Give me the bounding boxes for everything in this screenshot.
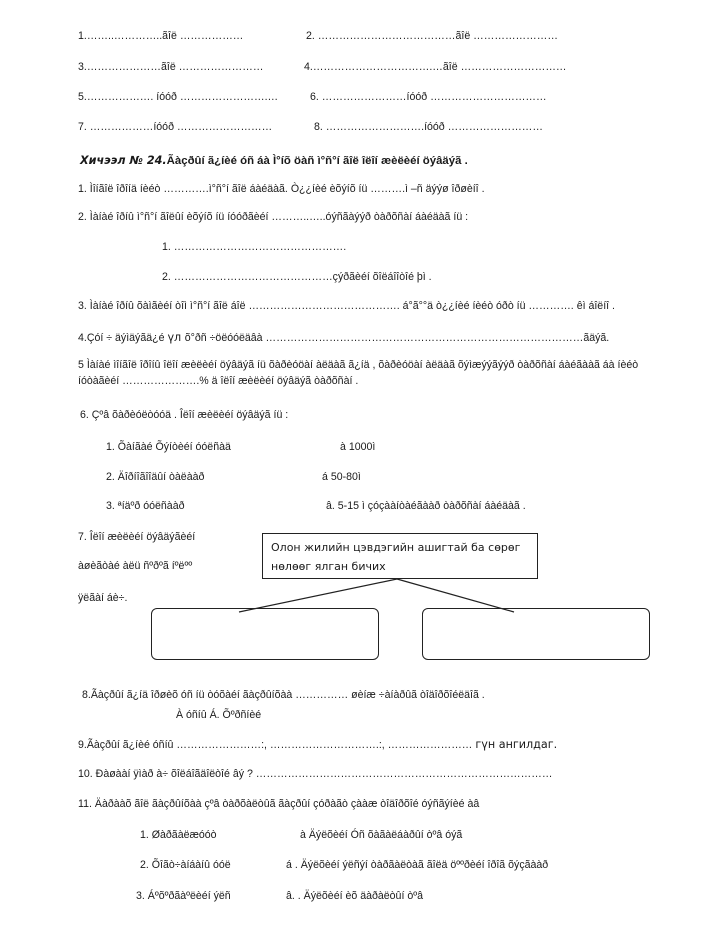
question-6-row-2-left: 2. Äîðíîãîîäûí òàëààð xyxy=(106,471,205,483)
top-row-2-left: 3.…………………ãîë …………………… xyxy=(78,61,264,73)
question-6-row-2-right: á 50-80ì xyxy=(322,471,361,483)
question-8-choices: À óñíû Á. Õºðñíèé xyxy=(176,709,262,721)
top-row-1-right: 2. …………………………………ãîë …………………… xyxy=(306,30,558,42)
question-10: 10. Ðàøààí ÿìàð à÷ õîëáîãäîëòîé âý ? ………………………………………………………………………… xyxy=(78,768,553,780)
question-5: 5 Ìàíàé ìîíãîë îðîíû îëîí æèëèéí öýâäýã íü õàðèóöàí àëäàã ã¿íä , õàðèóöàí àëäàã õýìæýýãýýð òàðõñàí áàéãààã áà íèéò íóòàãèéí ………………….% ä îëîí æèëèéí öýâäýã òàðõñàí . xyxy=(78,359,639,387)
lesson-title-rest: Ãàçðûí ã¿íèé óñ áà Ì°íõ öàñ ì°ñ°í ãîë îëîí æèëèéí öýâäýã . xyxy=(166,155,468,167)
question-6-row-1-left: 1. Õàíãàé Õýíòèéí óóëñàä xyxy=(106,441,231,453)
question-6-row-3-left: 3. ªíäºð óóëñààð xyxy=(106,500,185,512)
question-7-answer-box-left[interactable] xyxy=(151,608,379,660)
question-4-start: 4.Çóí ÷ äýìäýãä¿é xyxy=(78,332,168,344)
question-11-row-1-right: à Äýëõèéí Óñ õàãàëáàðûí òºâ óýã xyxy=(300,829,463,841)
question-6-row-1-right: à 1000ì xyxy=(340,441,376,453)
lesson-title xyxy=(80,154,468,168)
question-11-label: 11. Äàðààõ ãîë ãàçðûíõàà çºâ òàðõàëòûã ãàçðûí çóðàãò çààæ òîäîðõîé óýñãýíèé àâ xyxy=(78,798,480,810)
question-2: 2. Ìàíàé îðíû ì°ñ°í ãîëûí èõýíõ íü íóóðãèéí ………..…..óýñãàýýð òàðõñàí áàéäàã íü : xyxy=(78,211,469,223)
question-11-row-2-right: á . Äýëõèéí ýëñýí òàðãàëòàã ãîëä öººðèéí îðîã õýçãààð xyxy=(286,859,549,871)
question-11-row-3-right: â. . Äýëõèéí èõ äàðàëòûí òºâ xyxy=(286,890,423,902)
top-row-3-right: 6. ……………………íóóð …………………………… xyxy=(310,91,547,103)
question-6-row-3-right: â. 5-15 ì çóçààíòàéãààð òàðõñàí áàéäàã . xyxy=(326,500,526,512)
lesson-title-cyrillic: Хичээл № 24. xyxy=(80,154,167,167)
top-row-4-left: 7. ………………íóóð ……………………… xyxy=(78,121,273,133)
question-7-line-3: ÿëãàí áè÷. xyxy=(78,592,128,604)
question-7-box-line-1: Олон жилийн цэвдэгийн ашигтай ба сөрөг xyxy=(271,541,521,554)
question-11-row-3-left: 3. Áºõºðãàºëèéí ýëñ xyxy=(136,890,231,902)
question-3: 3. Ìàíàé îðíû õàìãèéí òîì ì°ñ°í ãîë áîë ……………………………………. á°ã°°ä ò¿¿íèé íèéò óðò íü …………. êì áîëíî . xyxy=(78,300,615,312)
question-4 xyxy=(78,331,609,345)
question-4-rest: õ°ðñ ÷öëóóëäâà ………………………………………………………………………………ãäýã. xyxy=(184,332,610,344)
top-row-3-left: 5.………………. íóóð …………………….… xyxy=(78,91,279,103)
top-row-4-right: 8. ……………………….íóóð ……………………… xyxy=(314,121,543,133)
question-9-start: 9.Ãàçðûí ã¿íèé óñíû ……………………:, ………………………….:, …………………… xyxy=(78,739,476,751)
question-1: 1. Ìîíãîë îðîíä íèéò ………….ì°ñ°í ãîë áàéäàã. Ò¿¿íèé èõýíõ íü ……….ì –ñ äýýø îðøèíî . xyxy=(78,183,485,195)
question-2-item-2: 2. ………………………………………çýðãèéí õîëáîîòîé þì . xyxy=(162,271,432,283)
top-row-2-right: 4.…………………………….…ãîë ………………………… xyxy=(304,61,567,73)
question-9 xyxy=(78,738,557,752)
question-7-main-box-text xyxy=(271,538,520,576)
question-7-line-2: àøèãòàé àëü ñºðºã íºëºº xyxy=(78,560,193,572)
question-8: 8.Ãàçðûí ã¿íä îðøèõ óñ íü òóõàéí ãàçðûíõàà …………… øèíæ ÷àíàðûã òîäîðõîéëäîã . xyxy=(82,689,485,701)
question-7-box-line-2: нөлөөг ялган бичих xyxy=(271,560,386,573)
question-6-label: 6. Çºâ õàðèóëòóóä . Îëîí æèëèéí öýâäýã íü : xyxy=(80,409,289,421)
question-11-row-1-left: 1. Øàðãàëæóóò xyxy=(140,829,217,841)
question-11-row-2-left: 2. Õîãò÷àíáàíû óóë xyxy=(140,859,231,871)
top-row-1-left: 1.……..…………..ãîë ……………… xyxy=(78,30,244,42)
question-4-cyrillic: үл xyxy=(167,331,185,344)
question-7-answer-box-right[interactable] xyxy=(422,608,650,660)
question-9-cyrillic: гүн ангилдаг. xyxy=(475,738,558,751)
question-7-line-1: 7. Îëîí æèëèéí öýâäýãèéí xyxy=(78,531,196,543)
question-2-item-1: 1. …………………………………………. xyxy=(162,241,347,253)
